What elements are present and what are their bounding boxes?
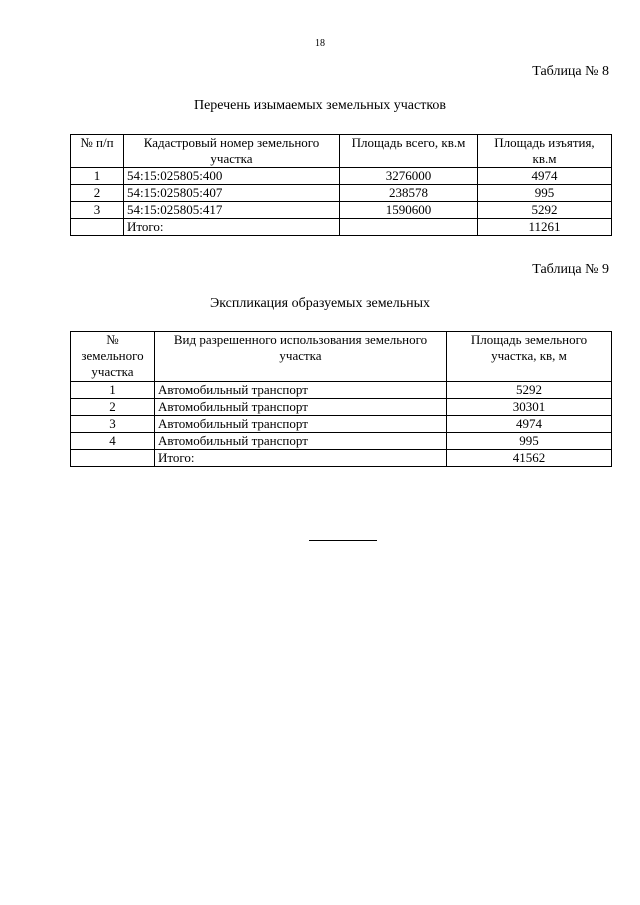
table8-header-cell: Площадь всего, кв.м xyxy=(340,135,478,168)
table9-header-cell: Вид разрешенного использования земельного участка xyxy=(155,332,447,382)
table8-title: Перечень изымаемых земельных участков xyxy=(193,98,447,113)
table-cell: Автомобильный транспорт xyxy=(155,416,447,433)
table-cell xyxy=(71,450,155,467)
table-cell: 2 xyxy=(71,185,124,202)
table-row xyxy=(71,185,612,202)
table9-header-cell: Площадь земельного участка, кв, м xyxy=(447,332,612,382)
table8-caption: Таблица № 8 xyxy=(532,64,609,79)
total-area-total xyxy=(340,219,478,236)
table-cell: 5292 xyxy=(478,202,612,219)
table9-header-cell: № земельного участка xyxy=(71,332,155,382)
table-cell: 1 xyxy=(71,382,155,399)
table8-header-row xyxy=(71,135,612,168)
table9-caption: Таблица № 9 xyxy=(532,262,609,277)
table-cell: 54:15:025805:400 xyxy=(124,168,340,185)
table-row xyxy=(71,416,612,433)
total-area: 41562 xyxy=(447,450,612,467)
table-cell: Автомобильный транспорт xyxy=(155,433,447,450)
table-cell xyxy=(71,219,124,236)
table-cell: 995 xyxy=(447,433,612,450)
end-divider xyxy=(309,540,377,541)
table-cell: 4974 xyxy=(447,416,612,433)
table8-header-cell: Кадастровый номер земельного участка xyxy=(124,135,340,168)
table-row xyxy=(71,433,612,450)
table8 xyxy=(70,134,612,236)
table-cell: 3 xyxy=(71,416,155,433)
table-cell: 3 xyxy=(71,202,124,219)
table-cell: 2 xyxy=(71,399,155,416)
table8-header-cell: № п/п xyxy=(71,135,124,168)
table-row xyxy=(71,202,612,219)
total-area-seized: 11261 xyxy=(478,219,612,236)
table-cell: 54:15:025805:417 xyxy=(124,202,340,219)
table-cell: Автомобильный транспорт xyxy=(155,382,447,399)
table-row xyxy=(71,399,612,416)
table9-header-row xyxy=(71,332,612,382)
table-cell: 4974 xyxy=(478,168,612,185)
table-cell: 995 xyxy=(478,185,612,202)
table8-header-cell: Площадь изъятия, кв.м xyxy=(478,135,612,168)
table9 xyxy=(70,331,612,467)
table9-title: Экспликация образуемых земельных xyxy=(209,296,431,311)
table9-total-row xyxy=(71,450,612,467)
table-cell: 238578 xyxy=(340,185,478,202)
total-label: Итого: xyxy=(155,450,447,467)
table-cell: 3276000 xyxy=(340,168,478,185)
table-row xyxy=(71,382,612,399)
table-row xyxy=(71,168,612,185)
page-number: 18 xyxy=(315,38,325,49)
table-cell: 30301 xyxy=(447,399,612,416)
total-label: Итого: xyxy=(124,219,340,236)
table-cell: Автомобильный транспорт xyxy=(155,399,447,416)
table8-total-row xyxy=(71,219,612,236)
table-cell: 4 xyxy=(71,433,155,450)
table-cell: 5292 xyxy=(447,382,612,399)
table-cell: 1 xyxy=(71,168,124,185)
table-cell: 54:15:025805:407 xyxy=(124,185,340,202)
table-cell: 1590600 xyxy=(340,202,478,219)
